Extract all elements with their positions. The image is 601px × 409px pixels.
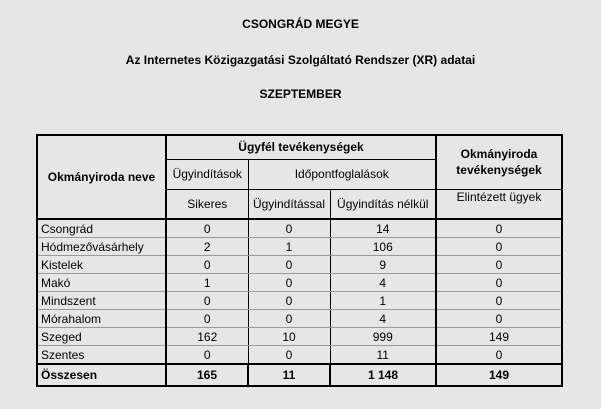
- success-value: 0: [166, 310, 248, 328]
- with-case-value: 1: [248, 238, 330, 256]
- table-row: [37, 274, 562, 292]
- total-office: 149: [436, 364, 562, 386]
- table-row: [37, 238, 562, 256]
- office-done-header: Elintézett ügyek: [436, 189, 562, 219]
- without-case-value: 14: [330, 219, 436, 238]
- report-subtitle: Az Internetes Közigazgatási Szolgáltató Rendszer (XR) adatai: [125, 53, 476, 67]
- office-value: 0: [436, 292, 562, 310]
- success-value: 0: [166, 219, 248, 238]
- office-name: Mindszent: [37, 292, 166, 310]
- statistics-table: [36, 134, 563, 387]
- with-case-value: 10: [248, 328, 330, 346]
- office-name: Szeged: [37, 328, 166, 346]
- without-case-value: 106: [330, 238, 436, 256]
- office-name: Mórahalom: [37, 310, 166, 328]
- office-value: 0: [436, 238, 562, 256]
- table-row: [37, 310, 562, 328]
- with-case-value: 0: [248, 346, 330, 365]
- month-title: SZEPTEMBER: [259, 87, 342, 101]
- office-activities-header: Okmányiroda tevékenységek: [436, 135, 562, 189]
- without-case-value: 4: [330, 310, 436, 328]
- office-value: 0: [436, 274, 562, 292]
- county-title: CSONGRÁD MEGYE: [242, 17, 359, 31]
- total-row: [37, 364, 562, 386]
- without-case-value: 999: [330, 328, 436, 346]
- office-name: Csongrád: [37, 219, 166, 238]
- total-success: 165: [166, 364, 248, 386]
- table-row: [37, 292, 562, 310]
- office-value: 0: [436, 310, 562, 328]
- without-case-value: 11: [330, 346, 436, 365]
- office-name-header: Okmányiroda neve: [37, 135, 166, 219]
- office-name: Hódmezővásárhely: [37, 238, 166, 256]
- appointments-subheader: Időpontfoglalások: [248, 159, 436, 189]
- without-case-value: 1: [330, 292, 436, 310]
- table-row: [37, 256, 562, 274]
- table-row: [37, 328, 562, 346]
- with-case-value: 0: [248, 310, 330, 328]
- success-value: 0: [166, 346, 248, 365]
- office-value: 149: [436, 328, 562, 346]
- table-row: [37, 219, 562, 238]
- without-case-header: Ügyindítás nélkül: [330, 189, 436, 219]
- office-value: 0: [436, 256, 562, 274]
- with-case-value: 0: [248, 292, 330, 310]
- success-value: 162: [166, 328, 248, 346]
- success-header: Sikeres: [166, 189, 248, 219]
- office-name: Szentes: [37, 346, 166, 365]
- without-case-value: 9: [330, 256, 436, 274]
- with-case-value: 0: [248, 274, 330, 292]
- total-with-case: 11: [248, 364, 330, 386]
- with-case-header: Ügyindítással: [248, 189, 330, 219]
- client-activities-header: Ügyfél tevékenységek: [166, 135, 436, 159]
- total-label: Összesen: [37, 364, 166, 386]
- success-value: 0: [166, 292, 248, 310]
- without-case-value: 4: [330, 274, 436, 292]
- initiations-subheader: Ügyindítások: [166, 159, 248, 189]
- with-case-value: 0: [248, 256, 330, 274]
- with-case-value: 0: [248, 219, 330, 238]
- success-value: 0: [166, 256, 248, 274]
- office-name: Kistelek: [37, 256, 166, 274]
- table-row: [37, 346, 562, 365]
- office-value: 0: [436, 346, 562, 365]
- success-value: 2: [166, 238, 248, 256]
- success-value: 1: [166, 274, 248, 292]
- office-value: 0: [436, 219, 562, 238]
- total-without-case: 1 148: [330, 364, 436, 386]
- office-name: Makó: [37, 274, 166, 292]
